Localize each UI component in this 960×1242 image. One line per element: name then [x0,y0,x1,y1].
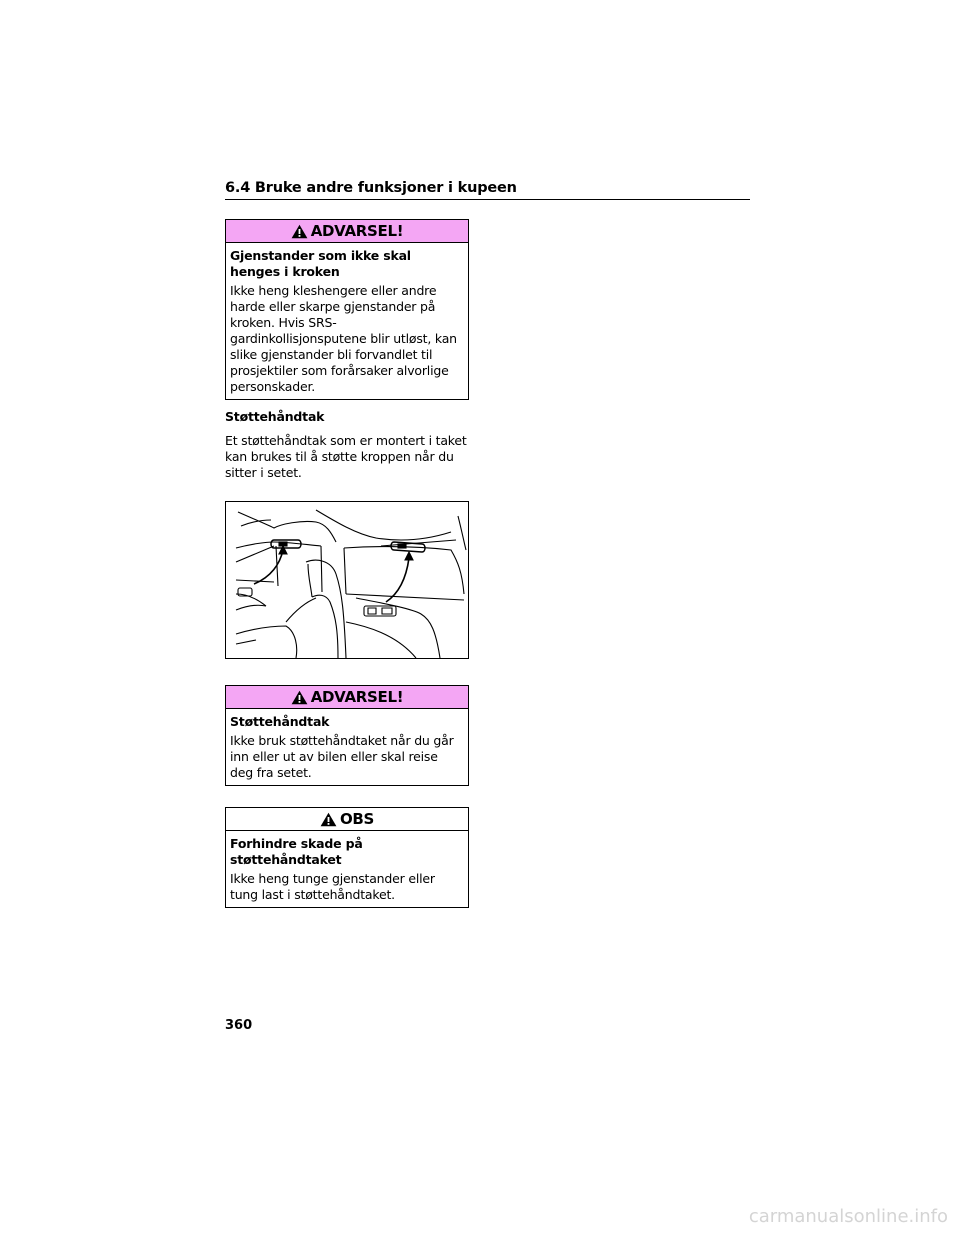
warning-text-2: Ikke bruk støttehåndtaket når du går inn eller ut av bilen eller skal reise deg fra setet. [230,733,454,780]
section-header: 6.4 Bruke andre funksjoner i kupeen [225,180,750,200]
warning-triangle-icon [320,812,337,827]
section-paragraph: Et støttehåndtak som er montert i taket kan brukes til å støtte kroppen når du sitter i setet. [225,433,467,480]
warning-subheading: Gjenstander som ikke skal henges i kroken [230,248,411,279]
warning-box [225,219,469,400]
warning-triangle-icon [291,224,308,239]
warning-title-2: ADVARSEL! [310,688,404,706]
notice-box [225,807,469,908]
notice-subheading: Forhindre skade på støttehåndtaket [230,836,363,867]
warning-box-2 [225,685,469,786]
page-number: 360 [225,1018,253,1033]
warning-header [226,220,468,243]
warning-header-2 [226,686,468,709]
assist-grip-illustration [225,501,469,659]
warning-text: Ikke heng kleshengere eller andre harde eller skarpe gjenstander på kroken. Hvis SRS-gardinkollisjonsputene blir utløst, kan slike gjenstander bli forvandlet til prosjektiler som forårsaker alvorlige personskader. [230,283,457,394]
watermark: carmanualsonline.info [748,1206,948,1227]
notice-header [226,808,468,831]
notice-title: OBS [339,810,375,828]
warning-triangle-icon [291,690,308,705]
warning-subheading-2: Støttehåndtak [230,714,330,729]
warning-title: ADVARSEL! [310,222,404,240]
notice-text: Ikke heng tunge gjenstander eller tung last i støttehåndtaket. [230,871,435,902]
section-heading: Støttehåndtak [225,409,325,424]
